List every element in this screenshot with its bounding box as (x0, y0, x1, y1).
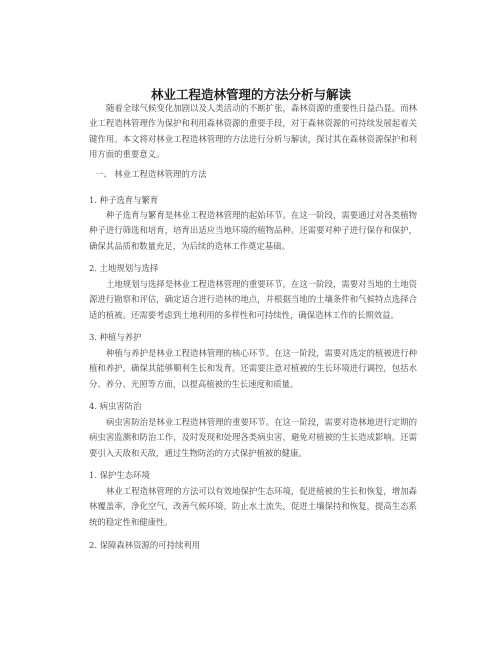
item-heading-ecology: 1. 保护生态环境 (89, 470, 150, 480)
item-body-ecology: 林业工程造林管理的方法可以有效地保护生态环境，促进植被的生长和恢复，增加森林覆盖率，净化空气，改善气候环境，防止水土流失，促进土壤保持和恢复，提高生态系统的稳定性和健康性。 (89, 486, 417, 527)
item-body-seed: 种子选育与繁育是林业工程造林管理的起始环节。在这一阶段，需要通过对各类植物种子进行筛选和培育，培育出适应当地环境的植物品种。还需要对种子进行保存和保护，确保其品质和数量充足，为后续的造林工作奠定基础。 (89, 210, 417, 251)
item-body-pest: 病虫害防治是林业工程造林管理的重要环节。在这一阶段，需要对造林地进行定期的病虫害监测和防治工作，及时发现和处理各类病虫害，避免对植被的生长造成影响。还需要引入天敌和天敌，通过生物防治的方式保护植被的健康。 (89, 417, 417, 458)
page-title: 林业工程造林管理的方法分析与解读 (150, 87, 351, 103)
item-heading-seed: 1. 种子选育与繁育 (89, 195, 159, 205)
intro-paragraph: 随着全球气候变化加剧以及人类活动的不断扩张，森林资源的重要性日益凸显。而林业工程造林管理作为保护和利用森林资源的重要手段，对于森林资源的可持续发展起着关键作用。本文将对林业工程造林管理的方法进行分析与解读，探讨其在森林资源保护和利用方面的重要意义。 (89, 103, 417, 159)
item-heading-land: 2. 土地规划与选择 (89, 263, 159, 273)
section-heading: 一、 林业工程造林管理的方法 (95, 169, 207, 179)
item-body-planting: 种植与养护是林业工程造林管理的核心环节。在这一阶段，需要对选定的植被进行种植和养护，确保其能够顺利生长和发育。还需要注意对植被的生长环境进行调控，包括水分、养分、光照等方面，以提高植被的生长速度和质量。 (89, 348, 417, 389)
item-heading-planting: 3. 种植与养护 (89, 332, 142, 342)
item-heading-sustainable: 2. 保障森林资源的可持续利用 (89, 540, 201, 550)
item-body-land: 土地规划与选择是林业工程造林管理的重要环节。在这一阶段，需要对当地的土地资源进行勘察和评估，确定适合进行造林的地点，并根据当地的土壤条件和气候特点选择合适的植被。还需要考虑到土地利用的多样性和可持续性，确保造林工作的长期效益。 (89, 279, 417, 320)
item-heading-pest: 4. 病虫害防治 (89, 401, 142, 411)
